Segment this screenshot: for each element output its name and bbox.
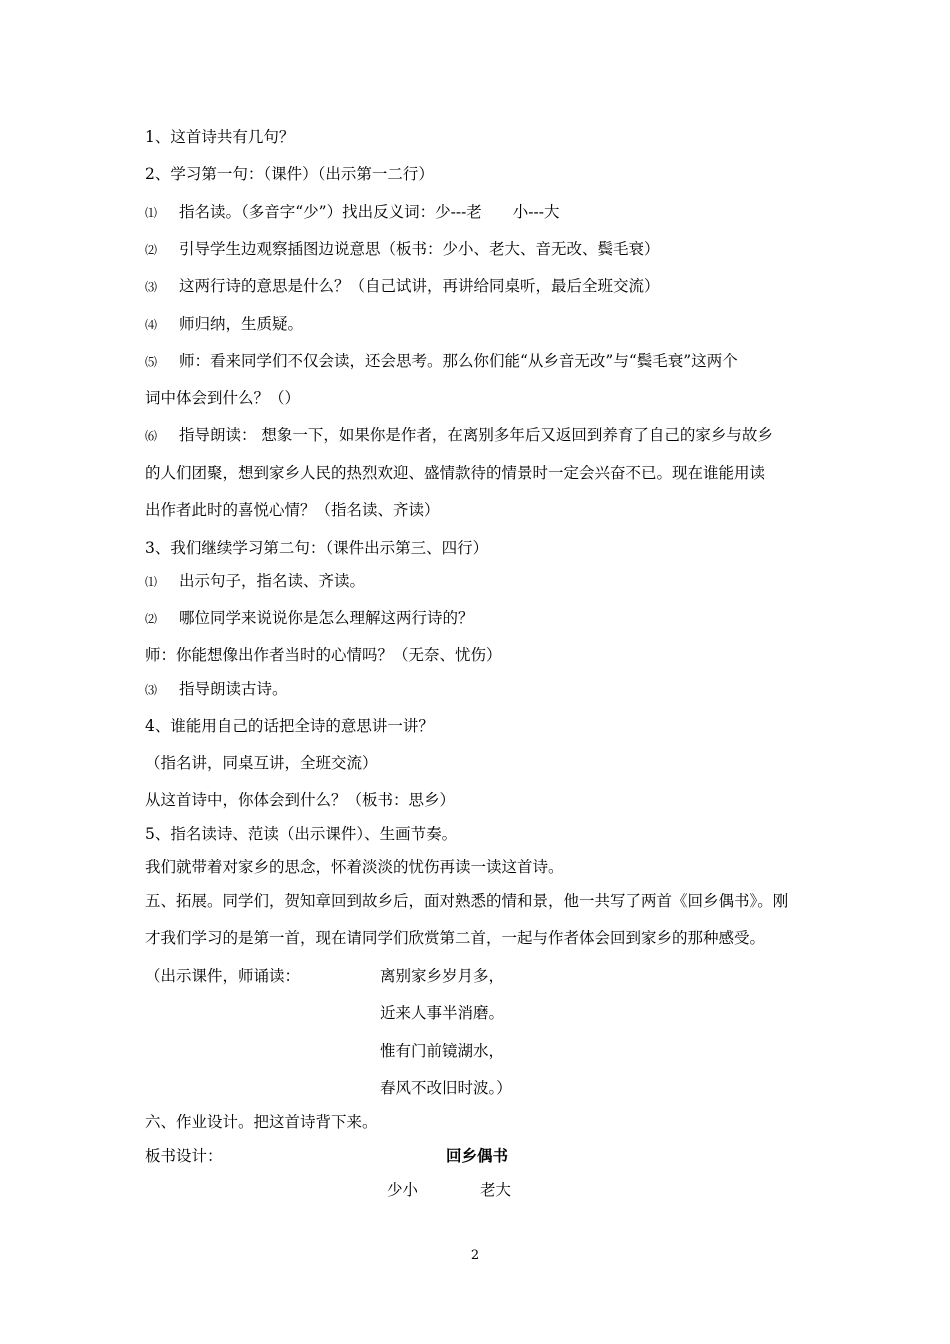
item-number: ⑷ — [145, 318, 158, 332]
poem-line-4: 春风不改旧时波。） — [380, 1079, 512, 1097]
step-2-heading: 2、学习第一句：（课件）（出示第一二行） — [145, 165, 434, 183]
step-5-heading: 5、指名读诗、范读（出示课件）、生画节奏。 — [145, 825, 458, 843]
item-text: 师归纳，生质疑。 — [179, 315, 304, 333]
item-5-continued: 词中体会到什么？（） — [145, 389, 301, 407]
board-title: 回乡偶书 — [446, 1146, 509, 1165]
item-3 — [145, 679, 288, 700]
item-text: 指导朗读： 想象一下，如果你是作者，在离别多年后又返回到养育了自己的家乡与故乡 — [179, 426, 773, 444]
item-4 — [145, 314, 303, 335]
item-number: ⑴ — [145, 206, 158, 220]
step-4-question: 从这首诗中，你体会到什么？（板书：思乡） — [145, 791, 456, 809]
item-1 — [145, 202, 560, 223]
board-design-label: 板书设计： — [145, 1147, 223, 1165]
poem-line-2: 近来人事半消磨。 — [380, 1004, 505, 1022]
item-3 — [145, 276, 660, 297]
item-1 — [145, 571, 365, 592]
board-term-right: 老大 — [480, 1181, 512, 1199]
question-1: 1、这首诗共有几句？ — [145, 128, 295, 146]
item-2 — [145, 239, 660, 260]
item-number: ⑴ — [145, 575, 158, 589]
poem-line-3: 惟有门前镜湖水， — [380, 1042, 505, 1060]
item-text: 指名读。（多音字“少”）找出反义词：少---老 小---大 — [179, 203, 560, 221]
item-6 — [145, 425, 773, 446]
item-text: 师：看来同学们不仅会读，还会思考。那么你们能“从乡音无改”与“鬓毛衰”这两个 — [179, 352, 738, 370]
step-5-text: 我们就带着对家乡的思念，怀着淡淡的忧伤再读一读这首诗。 — [145, 858, 564, 876]
item-number: ⑵ — [145, 243, 158, 257]
item-number: ⑵ — [145, 612, 158, 626]
item-text: 这两行诗的意思是什么？（自己试讲，再讲给同桌听，最后全班交流） — [179, 277, 660, 295]
item-text: 引导学生边观察插图边说意思（板书：少小、老大、音无改、鬓毛衰） — [179, 240, 660, 258]
item-5 — [145, 351, 738, 372]
teacher-question: 师：你能想像出作者当时的心情吗？（无奈、忧伤） — [145, 646, 502, 664]
board-term-left: 少小 — [387, 1181, 419, 1199]
section-5-heading: 五、拓展。同学们，贺知章回到故乡后，面对熟悉的情和景，他一共写了两首《回乡偶书》。刚 — [145, 892, 789, 910]
item-text: 出示句子，指名读、齐读。 — [179, 572, 366, 590]
step-4-heading: 4、谁能用自己的话把全诗的意思讲一讲？ — [145, 717, 434, 735]
poem-line-1: 离别家乡岁月多， — [380, 967, 505, 985]
item-2 — [145, 608, 474, 629]
item-text: 指导朗读古诗。 — [179, 680, 288, 698]
step-4-note: （指名讲，同桌互讲，全班交流） — [145, 754, 378, 772]
section-5-text: 才我们学习的是第一首，现在请同学们欣赏第二首，一起与作者体会回到家乡的那种感受。 — [145, 929, 766, 947]
item-6-continued: 的人们团聚，想到家乡人民的热烈欢迎、盛情款待的情景时一定会兴奋不已。现在谁能用读 — [145, 464, 766, 482]
courseware-note: （出示课件，师诵读： — [145, 967, 301, 985]
item-text: 哪位同学来说说你是怎么理解这两行诗的？ — [179, 609, 474, 627]
item-number: ⑶ — [145, 683, 158, 697]
page-number: 2 — [470, 1248, 480, 1263]
item-6-continued: 出作者此时的喜悦心情？（指名读、齐读） — [145, 501, 440, 519]
section-6-heading: 六、作业设计。把这首诗背下来。 — [145, 1113, 378, 1131]
item-number: ⑸ — [145, 355, 158, 369]
item-number: ⑶ — [145, 280, 158, 294]
item-number: ⑹ — [145, 429, 158, 443]
step-3-heading: 3、我们继续学习第二句：（课件出示第三、四行） — [145, 539, 489, 557]
